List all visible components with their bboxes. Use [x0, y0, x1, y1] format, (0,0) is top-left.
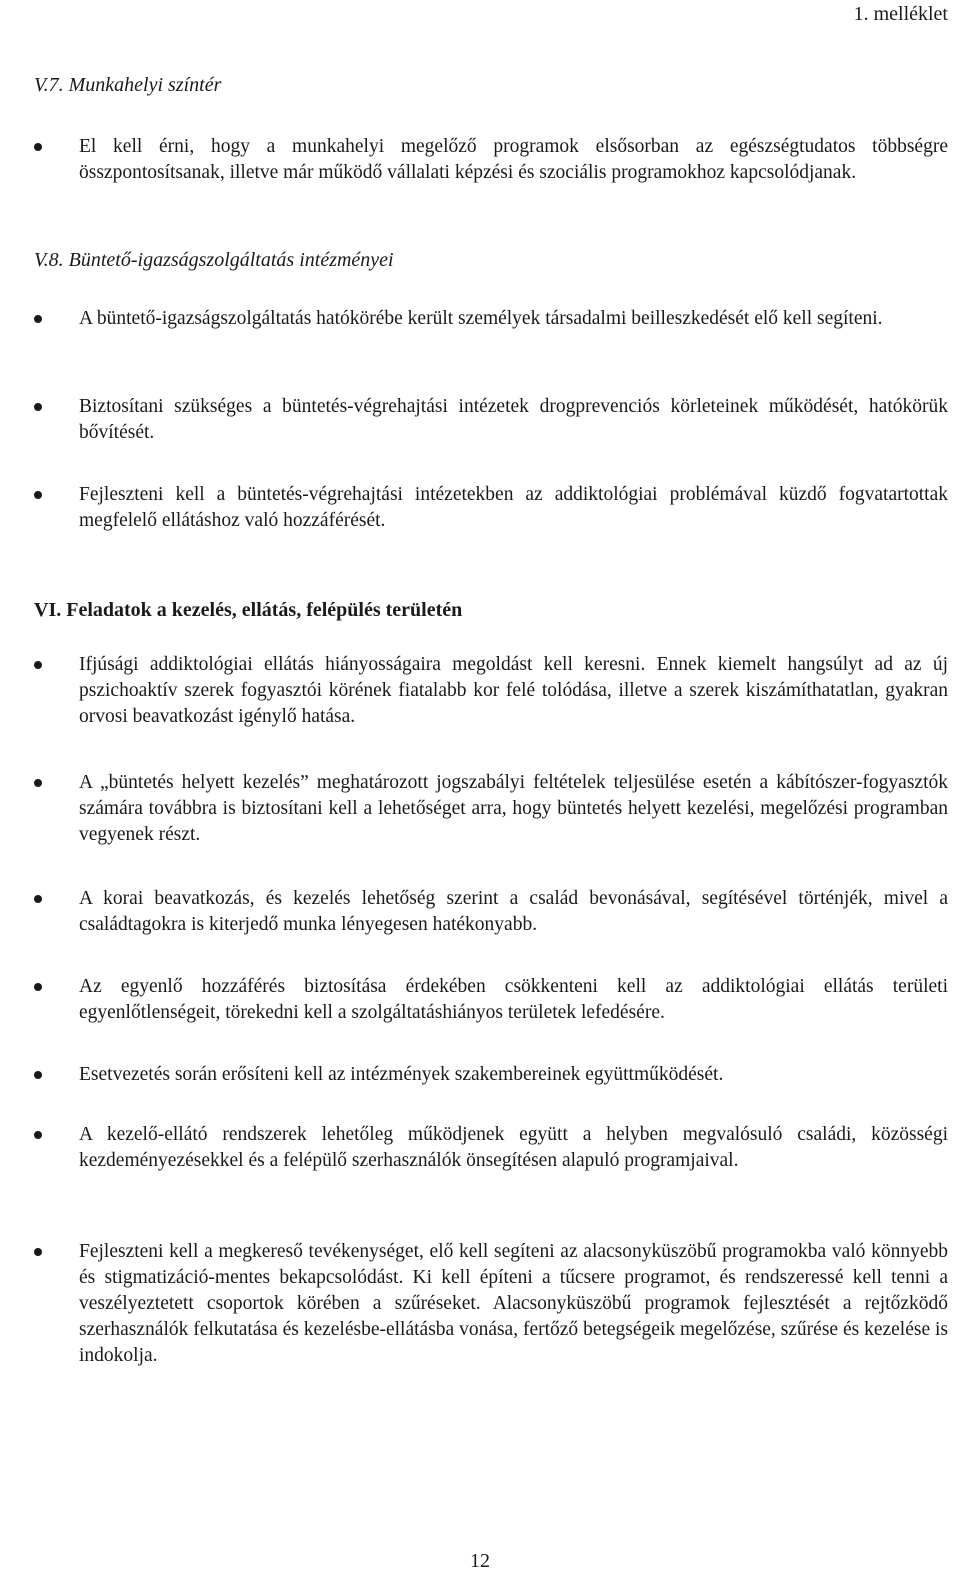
list-item	[34, 1122, 948, 1174]
section-title-v8: V.8. Büntető-igazságszolgáltatás intézményei	[34, 249, 394, 271]
bullet-icon	[34, 1248, 42, 1256]
bullet-icon	[34, 779, 42, 787]
list-item-text: Fejleszteni kell a büntetés-végrehajtási intézetekben az addiktológiai problémával küzdő fogvatartottak megfelelő ellátáshoz való hozzáférését.	[79, 484, 948, 531]
bullet-icon	[34, 315, 42, 323]
section-title-vi: VI. Feladatok a kezelés, ellátás, felépülés területén	[34, 599, 463, 621]
page-number: 12	[470, 1550, 490, 1572]
list-item	[34, 482, 948, 534]
bullet-icon	[34, 1071, 42, 1079]
list-item-text: A korai beavatkozás, és kezelés lehetőség szerint a család bevonásával, segítésével történjék, mivel a családtagokra is kiterjedő munka lényegesen hatékonyabb.	[79, 888, 948, 935]
bullet-icon	[34, 983, 42, 991]
list-item	[34, 652, 948, 730]
list-item-text: Ifjúsági addiktológiai ellátás hiányosságaira megoldást kell keresni. Ennek kiemelt hangsúlyt ad az új pszichoaktív szerek fogyasztói körének fiatalabb kor felé tolódása, illetve a szerek kiszámíthatatlan, gyakran orvosi beavatkozást igénylő hatása.	[79, 654, 948, 727]
list-item	[34, 770, 948, 848]
bullet-icon	[34, 661, 42, 669]
list-item	[34, 134, 948, 186]
list-item-text: A „büntetés helyett kezelés” meghatározott jogszabályi feltételek teljesülése esetén a kábítószer-fogyasztók számára továbbra is biztosítani kell a lehetőséget arra, hogy büntetés helyett kezelési, megelőzési programban vegyenek részt.	[79, 772, 948, 845]
annex-label: 1. melléklet	[853, 3, 948, 25]
list-item-text: El kell érni, hogy a munkahelyi megelőző programok elsősorban az egészségtudatos többségre összpontosítsanak, illetve már működő vállalati képzési és szociális programokhoz kapcsolódjanak.	[79, 136, 948, 183]
bullet-icon	[34, 491, 42, 499]
bullet-icon	[34, 895, 42, 903]
bullet-icon	[34, 1131, 42, 1139]
list-item	[34, 886, 948, 938]
list-item-text: Biztosítani szükséges a büntetés-végrehajtási intézetek drogprevenciós körleteinek működését, hatókörük bővítését.	[79, 396, 948, 443]
section-title-v7: V.7. Munkahelyi színtér	[34, 74, 222, 96]
list-item	[34, 974, 948, 1026]
bullet-icon	[34, 403, 42, 411]
list-item-text: Az egyenlő hozzáférés biztosítása érdekében csökkenteni kell az addiktológiai ellátás területi egyenlőtlenségeit, törekedni kell a szolgáltatáshiányos területek lefedésére.	[79, 976, 948, 1023]
list-item-text: A büntető-igazságszolgáltatás hatókörébe került személyek társadalmi beilleszkedését elő kell segíteni.	[79, 308, 883, 329]
bullet-icon	[34, 143, 42, 151]
list-item-text: A kezelő-ellátó rendszerek lehetőleg működjenek együtt a helyben megvalósuló családi, közösségi kezdeményezésekkel és a felépülő szerhasználók önsegítésen alapuló programjaival.	[79, 1124, 948, 1171]
list-item-text: Fejleszteni kell a megkereső tevékenységet, elő kell segíteni az alacsonyküszöbű programokba való könnyebb és stigmatizáció-mentes bekapcsolódást. Ki kell építeni a tűcsere programot, és rendszeressé kell tenni a veszélyeztetett csoportok körében a szűréseket. Alacsonyküszöbű programok fejlesztését a rejtőzködő szerhasználók felkutatása és kezelésbe-ellátásba vonása, fertőző betegségeik megelőzése, szűrése és kezelése is indokolja.	[79, 1241, 948, 1366]
list-item	[34, 306, 948, 332]
list-item	[34, 1062, 948, 1088]
list-item	[34, 394, 948, 446]
list-item-text: Esetvezetés során erősíteni kell az intézmények szakembereinek együttműködését.	[79, 1064, 724, 1085]
list-item	[34, 1239, 948, 1369]
